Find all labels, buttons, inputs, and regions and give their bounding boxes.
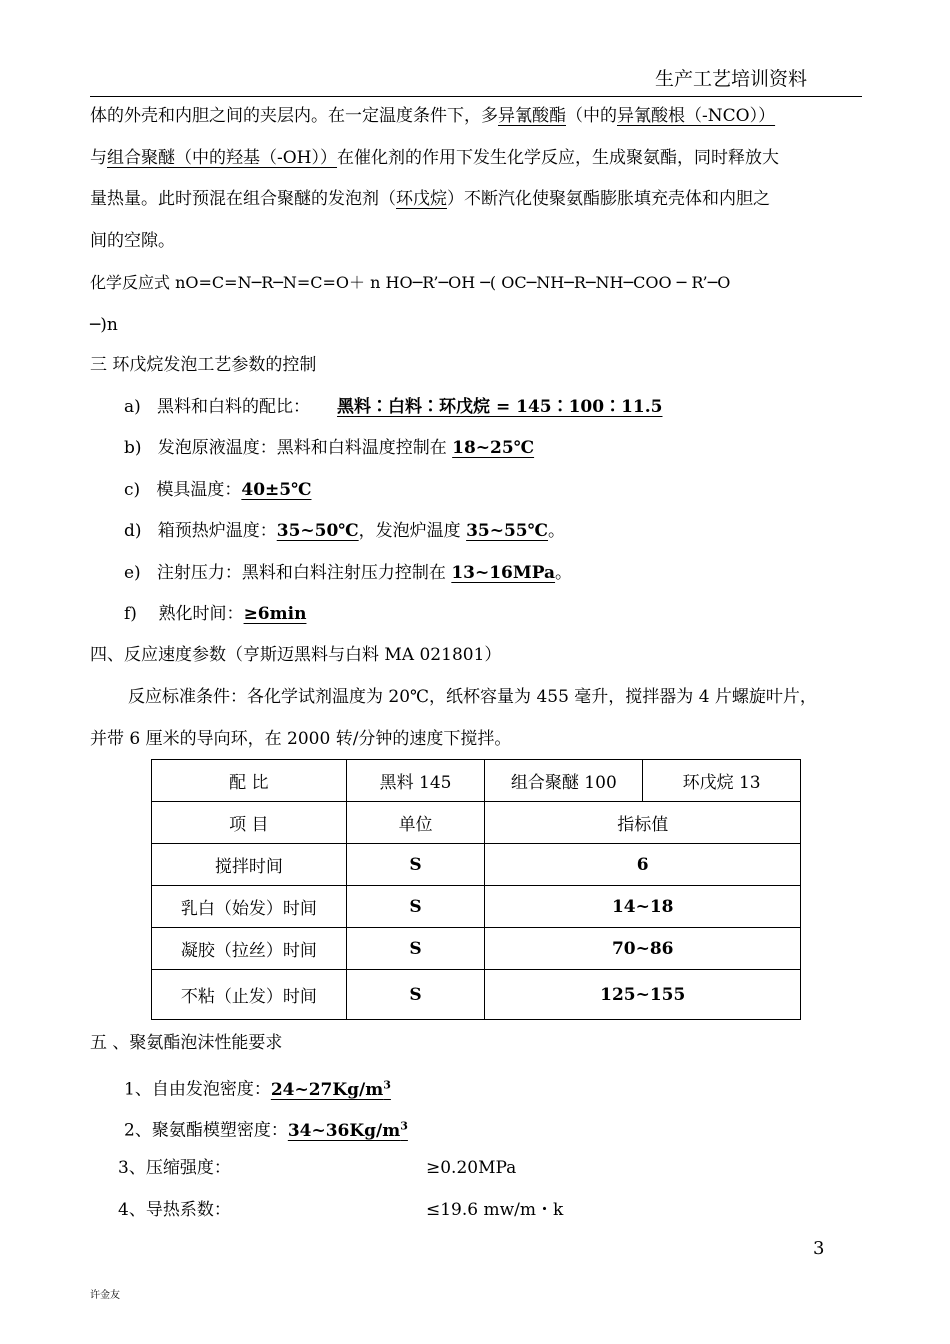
table-cell: 70~86 <box>485 928 801 970</box>
compression-label: 3、压缩强度： <box>118 1158 231 1178</box>
table-cell: 组合聚醚 100 <box>485 760 643 802</box>
compression-value: ≥0.20MPa <box>426 1158 517 1178</box>
table-cell: 6 <box>485 844 801 886</box>
section4-desc1: 反应标准条件：各化学试剂温度为 20℃，纸杯容量为 455 毫升，搅拌器为 4 片螺旋叶片， <box>128 687 817 707</box>
page-number: 3 <box>813 1238 825 1259</box>
table-cell: 14~18 <box>485 886 801 928</box>
table-cell: 指标值 <box>485 802 801 844</box>
table-cell: 单位 <box>346 802 485 844</box>
section5-title: 五 、聚氨酯泡沫性能要求 <box>90 1033 283 1053</box>
para1-line4: 间的空隙。 <box>90 231 175 251</box>
table-row <box>152 970 801 1020</box>
table-cell: 125~155 <box>485 970 801 1020</box>
table-row <box>152 844 801 886</box>
table-cell: 凝胶（拉丝）时间 <box>152 928 347 970</box>
item-f: f) 熟化时间：≥6min <box>124 604 307 624</box>
table-cell: 配 比 <box>152 760 347 802</box>
table-cell: S <box>346 844 485 886</box>
reaction-line1: 化学反应式 nO=C=N─R─N=C=O＋ n HO─R’─OH ─( OC─NH─R─NH─COO ─ R’─O <box>90 273 731 292</box>
conductivity-label: 4、导热系数： <box>118 1200 231 1220</box>
section4-title: 四、反应速度参数（亨斯迈黑料与白料 MA 021801） <box>90 645 502 665</box>
header-title: 生产工艺培训资料 <box>655 68 808 90</box>
table-header-row <box>152 802 801 844</box>
table-cell: S <box>346 970 485 1020</box>
header-rule <box>90 96 862 97</box>
table-row <box>152 928 801 970</box>
para1-line3: 量热量。此时预混在组合聚醚的发泡剂（环戊烷）不断汽化使聚氨酯膨胀填充壳体和内胆之 <box>90 189 770 209</box>
footer-author: 许金友 <box>90 1290 120 1301</box>
table-cell: 环戊烷 13 <box>643 760 801 802</box>
para1-line1: 体的外壳和内胆之间的夹层内。在一定温度条件下，多异氰酸酯（中的异氰酸根（-NCO）） <box>90 106 776 126</box>
item-d: d) 箱预热炉温度：35~50℃，发泡炉温度 35~55℃。 <box>124 521 566 541</box>
reaction-speed-table <box>151 759 801 1020</box>
table-cell: 乳白（始发）时间 <box>152 886 347 928</box>
table-row <box>152 886 801 928</box>
item-b: b) 发泡原液温度：黑料和白料温度控制在 18~25℃ <box>124 438 535 458</box>
density-free: 1、自由发泡密度：$24\sim 27Kg/m^3$ <box>124 1078 391 1100</box>
item-c: c) 模具温度：40±5℃ <box>124 480 312 500</box>
conductivity-value: ≤19.6 mw/m・k <box>426 1200 564 1220</box>
item-a: a) 黑料和白料的配比： 黑料∶白料∶环戊烷 = 145∶100∶11.5 <box>124 397 663 417</box>
para1-line2: 与组合聚醚（中的羟基（-OH））在催化剂的作用下发生化学反应，生成聚氨酯，同时释放大 <box>90 148 780 168</box>
table-cell: 黑料 145 <box>346 760 485 802</box>
reaction-line2: ─)n <box>90 315 118 335</box>
table-cell: 不粘（止发）时间 <box>152 970 347 1020</box>
table-ratio-row <box>152 760 801 802</box>
density-molded: 2、聚氨酯模塑密度：$34\sim 36Kg/m^3$ <box>124 1119 408 1141</box>
table-cell: 搅拌时间 <box>152 844 347 886</box>
table-cell: S <box>346 886 485 928</box>
table-cell: 项 目 <box>152 802 347 844</box>
section4-desc2: 并带 6 厘米的导向环，在 2000 转/分钟的速度下搅拌。 <box>90 729 512 749</box>
item-e: e) 注射压力：黑料和白料注射压力控制在 13~16MPa。 <box>124 563 573 583</box>
table-cell: S <box>346 928 485 970</box>
section3-title: 三 环戊烷发泡工艺参数的控制 <box>90 355 317 375</box>
